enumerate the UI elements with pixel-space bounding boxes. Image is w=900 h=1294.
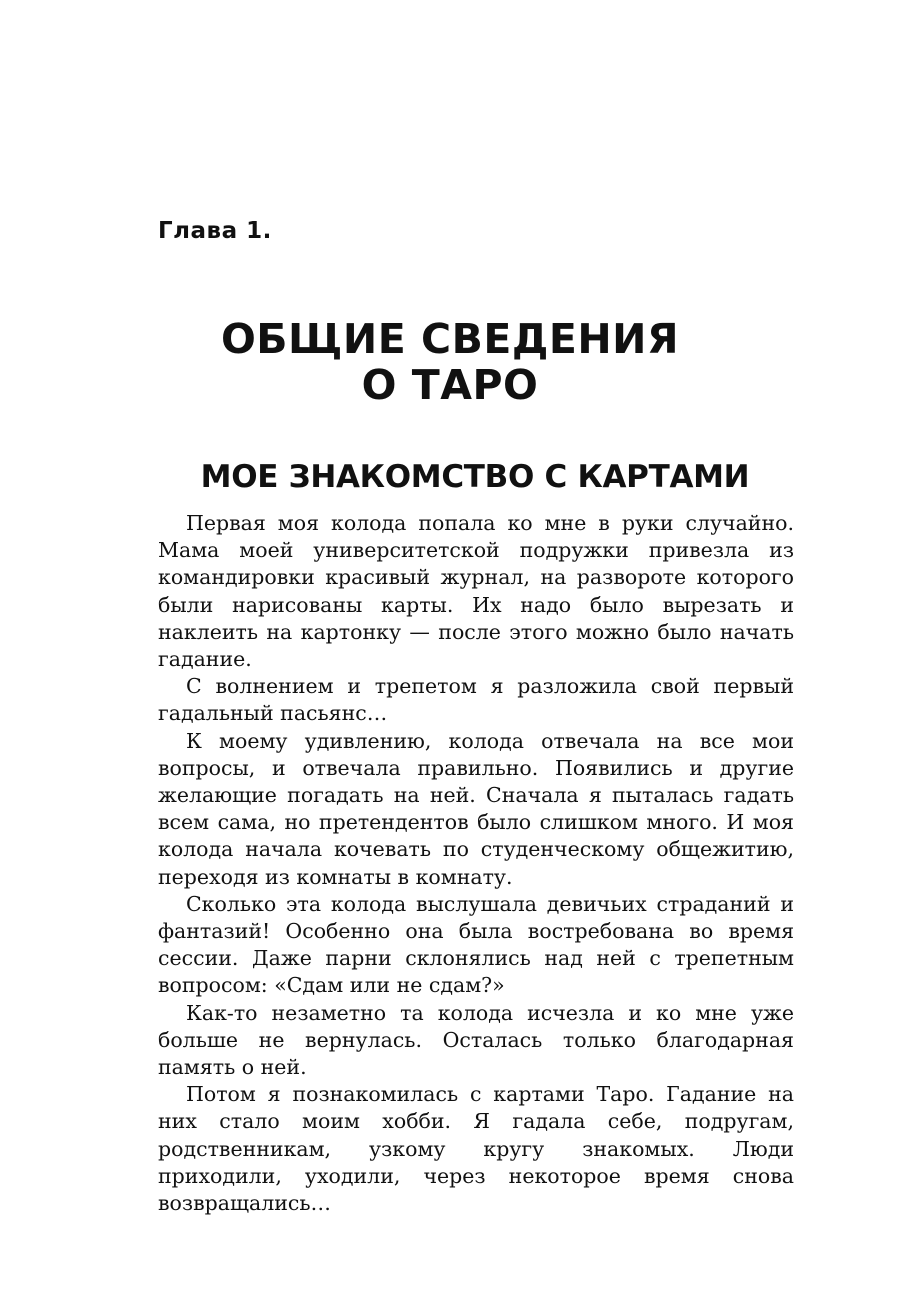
body-text bbox=[158, 510, 794, 1217]
chapter-label: Глава 1. bbox=[158, 218, 272, 244]
paragraph: Как-то незаметно та колода исчезла и ко мне уже больше не вернулась. Осталась только благодарная память о ней. bbox=[158, 1000, 794, 1080]
chapter-title-line-2: О ТАРО bbox=[361, 361, 539, 409]
paragraph: Первая моя колода попала ко мне в руки случайно. Мама моей университетской подружки привезла из командировки красивый журнал, на развороте которого были нарисованы карты. Их надо было вырезать и наклеить на картонку — после этого можно было начать гадание. bbox=[158, 511, 794, 672]
section-title: МОЕ ЗНАКОМСТВО С КАРТАМИ bbox=[200, 459, 750, 495]
chapter-title bbox=[158, 316, 742, 408]
paragraph: Сколько эта колода выслушала девичьих страданий и фантазий! Особенно она была востребована во время сессии. Даже парни склонялись над ней с трепетным вопросом: «Сдам или не сдам?» bbox=[158, 891, 794, 998]
chapter-title-line-1: ОБЩИЕ СВЕДЕНИЯ bbox=[220, 315, 680, 363]
paragraph: Потом я познакомилась с картами Таро. Гадание на них стало моим хобби. Я гадала себе, подругам, родственникам, узкому кругу знакомых. Люди приходили, уходили, через некоторое время снова возвращались… bbox=[158, 1082, 794, 1216]
paragraph: С волнением и трепетом я разложила свой первый гадальный пасьянс… bbox=[158, 674, 794, 726]
paragraph: К моему удивлению, колода отвечала на все мои вопросы, и отвечала правильно. Появились и другие желающие погадать на ней. Сначала я пыталась гадать всем сама, но претендентов было слишком много. И моя колода начала кочевать по студенческому общежитию, переходя из комнаты в комнату. bbox=[158, 728, 794, 889]
